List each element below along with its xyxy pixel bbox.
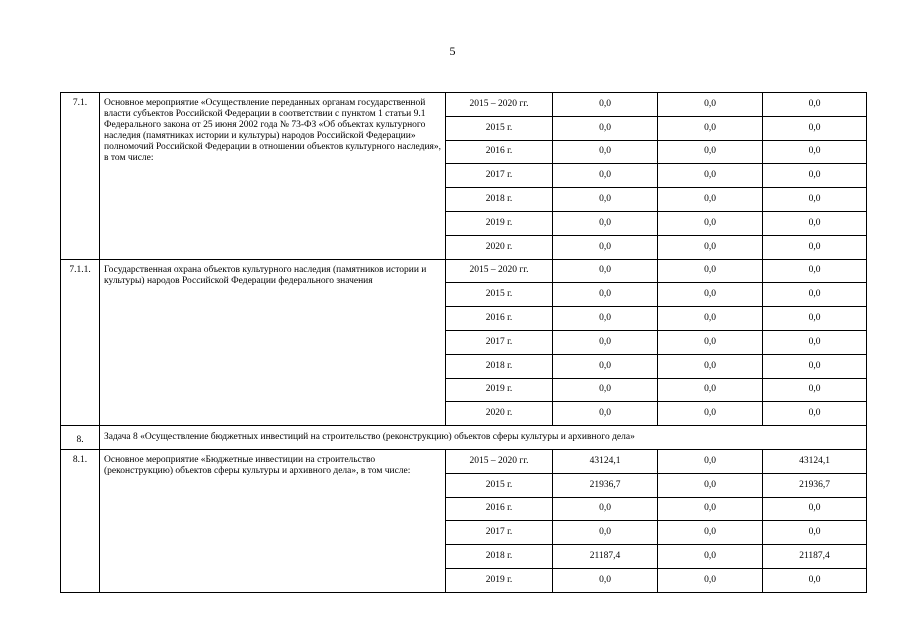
- table-row: [61, 93, 867, 117]
- amount-cell: 0,0: [763, 402, 867, 426]
- amount-cell: 0,0: [553, 378, 658, 402]
- year-cell: 2016 г.: [446, 497, 553, 521]
- amount-cell: 0,0: [658, 188, 763, 212]
- amount-cell: 0,0: [658, 330, 763, 354]
- amount-cell: 0,0: [658, 497, 763, 521]
- amount-cell: 0,0: [553, 330, 658, 354]
- table-body: [61, 93, 867, 593]
- amount-cell: 0,0: [553, 140, 658, 164]
- amount-cell: 0,0: [763, 330, 867, 354]
- amount-cell: 21936,7: [763, 473, 867, 497]
- amount-cell: 0,0: [658, 521, 763, 545]
- task-row: [61, 426, 867, 450]
- amount-cell: 43124,1: [553, 449, 658, 473]
- amount-cell: 0,0: [658, 140, 763, 164]
- amount-cell: 0,0: [763, 521, 867, 545]
- year-cell: 2015 г.: [446, 473, 553, 497]
- amount-cell: 0,0: [658, 378, 763, 402]
- year-cell: 2015 – 2020 гг.: [446, 93, 553, 117]
- year-cell: 2017 г.: [446, 164, 553, 188]
- amount-cell: 0,0: [658, 545, 763, 569]
- activity-description: Основное мероприятие «Бюджетные инвестиции на строительство (реконструкцию) объектов сферы культуры и архивного дела», в том числе:: [100, 449, 446, 592]
- amount-cell: 0,0: [763, 93, 867, 117]
- amount-cell: 0,0: [763, 116, 867, 140]
- amount-cell: 0,0: [763, 354, 867, 378]
- year-cell: 2019 г.: [446, 211, 553, 235]
- amount-cell: 21936,7: [553, 473, 658, 497]
- year-cell: 2020 г.: [446, 235, 553, 259]
- amount-cell: 0,0: [553, 402, 658, 426]
- amount-cell: 0,0: [553, 497, 658, 521]
- amount-cell: 0,0: [553, 235, 658, 259]
- amount-cell: 0,0: [658, 116, 763, 140]
- amount-cell: 0,0: [658, 473, 763, 497]
- amount-cell: 0,0: [658, 283, 763, 307]
- amount-cell: 0,0: [763, 140, 867, 164]
- year-cell: 2017 г.: [446, 521, 553, 545]
- year-cell: 2018 г.: [446, 354, 553, 378]
- amount-cell: 0,0: [763, 188, 867, 212]
- amount-cell: 21187,4: [553, 545, 658, 569]
- year-cell: 2017 г.: [446, 330, 553, 354]
- year-cell: 2019 г.: [446, 568, 553, 592]
- amount-cell: 0,0: [763, 497, 867, 521]
- amount-cell: 0,0: [553, 283, 658, 307]
- amount-cell: 0,0: [553, 568, 658, 592]
- amount-cell: 0,0: [553, 211, 658, 235]
- year-cell: 2016 г.: [446, 140, 553, 164]
- amount-cell: 0,0: [553, 164, 658, 188]
- amount-cell: 0,0: [658, 164, 763, 188]
- amount-cell: 0,0: [553, 93, 658, 117]
- amount-cell: 0,0: [658, 354, 763, 378]
- page-number: 5: [449, 44, 456, 58]
- table-row: [61, 259, 867, 283]
- amount-cell: 0,0: [553, 188, 658, 212]
- row-code: 8.1.: [61, 449, 100, 592]
- amount-cell: 0,0: [763, 283, 867, 307]
- year-cell: 2018 г.: [446, 188, 553, 212]
- activity-description: Основное мероприятие «Осуществление переданных органам государственной власти субъектов Российской Федерации в соответствии с пунктом 1 статьи 9.1 Федерального закона от 25 июня 2002 года № 73-ФЗ «Об объектах культурного наследия (памятниках истории и культуры) народов Российской Федерации» полномочий Российской Федерации в отношении объектов культурного наследия», в том числе:: [100, 93, 446, 260]
- year-cell: 2016 г.: [446, 307, 553, 331]
- activity-description: Государственная охрана объектов культурного наследия (памятников истории и культуры) народов Российской Федерации федерального значения: [100, 259, 446, 426]
- amount-cell: 0,0: [658, 449, 763, 473]
- year-cell: 2015 г.: [446, 283, 553, 307]
- table-row: [61, 449, 867, 473]
- amount-cell: 0,0: [553, 116, 658, 140]
- amount-cell: 0,0: [763, 378, 867, 402]
- amount-cell: 0,0: [763, 164, 867, 188]
- budget-table: [60, 92, 867, 593]
- amount-cell: 0,0: [553, 307, 658, 331]
- year-cell: 2015 г.: [446, 116, 553, 140]
- year-cell: 2020 г.: [446, 402, 553, 426]
- amount-cell: 21187,4: [763, 545, 867, 569]
- row-code: 8.: [61, 426, 100, 450]
- year-cell: 2019 г.: [446, 378, 553, 402]
- row-code: 7.1.1.: [61, 259, 100, 426]
- amount-cell: 0,0: [658, 235, 763, 259]
- amount-cell: 0,0: [553, 521, 658, 545]
- amount-cell: 0,0: [658, 402, 763, 426]
- amount-cell: 0,0: [658, 259, 763, 283]
- amount-cell: 0,0: [658, 568, 763, 592]
- amount-cell: 0,0: [658, 211, 763, 235]
- year-cell: 2015 – 2020 гг.: [446, 259, 553, 283]
- amount-cell: 0,0: [658, 93, 763, 117]
- task-title: Задача 8 «Осуществление бюджетных инвестиций на строительство (реконструкцию) объектов сферы культуры и архивного дела»: [100, 426, 867, 450]
- amount-cell: 0,0: [553, 259, 658, 283]
- amount-cell: 0,0: [658, 307, 763, 331]
- year-cell: 2015 – 2020 гг.: [446, 449, 553, 473]
- amount-cell: 43124,1: [763, 449, 867, 473]
- year-cell: 2018 г.: [446, 545, 553, 569]
- row-code: 7.1.: [61, 93, 100, 260]
- amount-cell: 0,0: [763, 568, 867, 592]
- amount-cell: 0,0: [763, 211, 867, 235]
- amount-cell: 0,0: [763, 307, 867, 331]
- amount-cell: 0,0: [763, 259, 867, 283]
- amount-cell: 0,0: [763, 235, 867, 259]
- amount-cell: 0,0: [553, 354, 658, 378]
